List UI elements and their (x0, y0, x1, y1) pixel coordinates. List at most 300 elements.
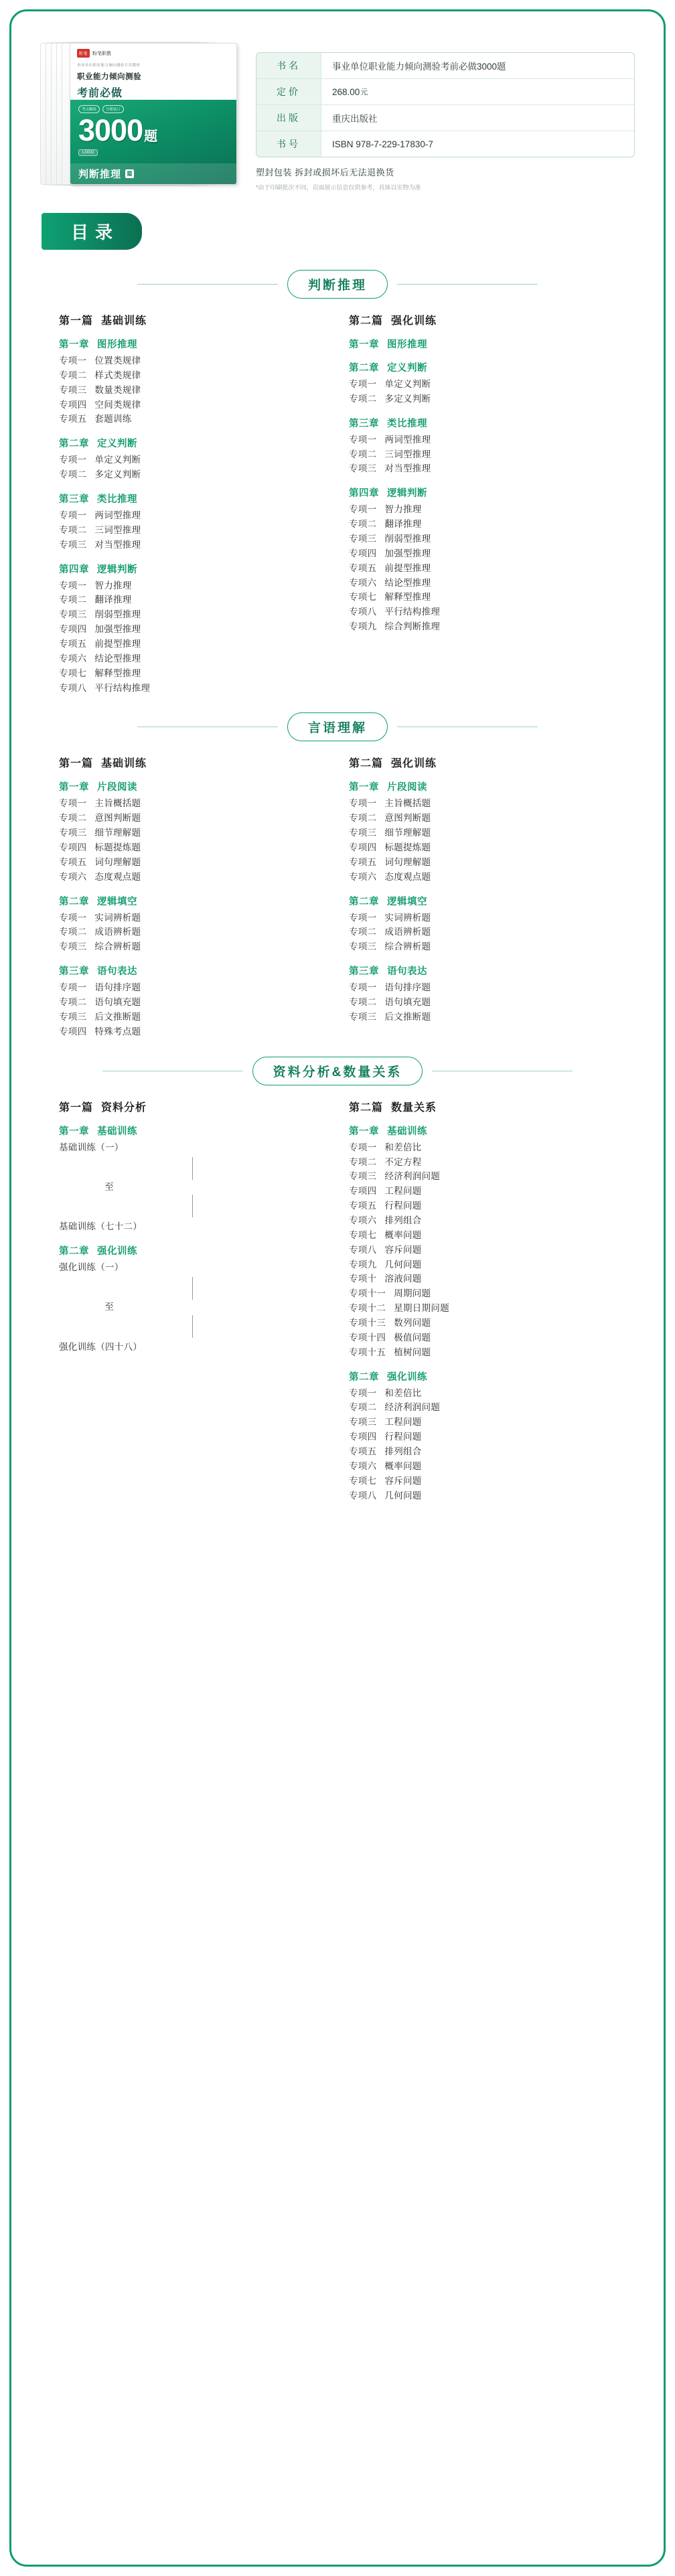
product-meta (256, 37, 635, 192)
item-number: 专项一 (59, 580, 87, 591)
item-name: 星期日期问题 (394, 1303, 450, 1314)
chapter-number: 第二章 (349, 1371, 379, 1383)
list-item (349, 980, 616, 995)
part-name: 数量关系 (391, 1102, 437, 1114)
chapter-number: 第二章 (349, 896, 379, 907)
item-name: 植树问题 (394, 1347, 431, 1357)
cover-tag: 分册装订 (102, 105, 124, 113)
chapter-name: 语句表达 (387, 966, 427, 978)
item-name: 实词辨析题 (94, 912, 141, 923)
item-name: 工程问题 (384, 1186, 422, 1197)
item-name: 态度观点题 (384, 871, 431, 882)
item-number: 专项一 (59, 510, 87, 521)
chapter-number: 第四章 (349, 488, 379, 500)
item-name: 样式类规律 (94, 370, 141, 380)
list-item (349, 1331, 616, 1345)
range-line-bottom (192, 1195, 193, 1217)
item-number: 专项五 (349, 562, 377, 573)
item-number: 专项六 (59, 871, 87, 882)
section-panduan-tuili (36, 270, 639, 695)
list-item (349, 925, 616, 939)
chapter-title (59, 337, 326, 351)
divider-right (397, 284, 538, 285)
meta-key: 书号 (256, 131, 321, 157)
chapter-number: 第三章 (59, 966, 89, 978)
list-item (349, 1140, 616, 1155)
list-item (59, 593, 326, 607)
part-number: 第二篇 (349, 315, 384, 327)
item-name: 单定义判断 (94, 455, 141, 465)
chapter-name: 图形推理 (387, 339, 427, 350)
item-number: 专项一 (349, 912, 377, 923)
item-name: 特殊考点题 (94, 1026, 141, 1037)
list-item (349, 1430, 616, 1444)
item-name: 不定方程 (384, 1156, 422, 1167)
packaging-note: 塑封包装 拆封或损坏后无法退换货 (256, 167, 394, 177)
price-unit: 元 (360, 88, 368, 96)
chapter-number: 第四章 (59, 564, 89, 575)
item-number: 专项三 (59, 1011, 87, 1022)
part-title (349, 1099, 616, 1114)
item-number: 专项十一 (349, 1288, 386, 1299)
chapter-number: 第一章 (349, 339, 379, 350)
list-item (59, 911, 326, 925)
item-number: 专项四 (59, 1026, 87, 1037)
item-name: 语句排序题 (384, 982, 431, 993)
item-name: 实词辨析题 (384, 912, 431, 923)
item-name: 加强型推理 (94, 624, 141, 635)
item-number: 专项四 (59, 624, 87, 635)
item-number: 专项六 (349, 871, 377, 882)
item-number: 专项一 (349, 434, 377, 445)
item-name: 标题提炼题 (94, 842, 141, 853)
list-item (59, 870, 326, 885)
item-name: 单定义判断 (384, 379, 431, 389)
item-number: 专项十五 (349, 1347, 386, 1357)
section-title: 资料分析&数量关系 (252, 1057, 423, 1085)
list-item (349, 1272, 616, 1286)
chapter-title (349, 779, 616, 793)
cover-tag: 考点精练 (78, 105, 100, 113)
item-number: 专项六 (349, 1460, 377, 1471)
list-item (349, 392, 616, 406)
item-number: 专项一 (59, 356, 87, 366)
list-item (59, 666, 326, 681)
list-item (349, 1316, 616, 1331)
list-item (59, 383, 326, 398)
item-name: 综合辨析题 (94, 941, 141, 952)
list-item (59, 398, 326, 412)
chapter-title (349, 360, 616, 374)
list-item (349, 840, 616, 855)
item-number: 专项三 (349, 463, 377, 474)
meta-value (321, 79, 634, 104)
item-number: 专项一 (349, 504, 377, 515)
section-title: 言语理解 (287, 712, 388, 741)
item-number: 专项八 (349, 607, 377, 617)
table-row (256, 105, 634, 131)
item-number: 专项三 (59, 384, 87, 395)
chapter-title (349, 964, 616, 978)
item-name: 溶液问题 (384, 1274, 422, 1284)
meta-value: 重庆出版社 (332, 114, 378, 124)
list-item (59, 939, 326, 954)
price-amount: 268.00 (332, 86, 360, 97)
list-item: 强化训练（一） (59, 1262, 124, 1273)
list-item (59, 453, 326, 467)
list-item: 基础训练（七十二） (59, 1221, 143, 1232)
item-name: 行程问题 (384, 1201, 422, 1211)
item-name: 工程问题 (384, 1417, 422, 1428)
item-name: 对当型推理 (384, 463, 431, 474)
item-name: 智力推理 (384, 504, 422, 515)
item-name: 解释型推理 (384, 592, 431, 603)
list-item (349, 590, 616, 605)
list-item (349, 1213, 616, 1228)
item-name: 语句排序题 (94, 982, 141, 993)
chapter-title (59, 1243, 326, 1258)
list-item (349, 1286, 616, 1301)
part-name: 强化训练 (391, 758, 437, 770)
item-name: 结论型推理 (94, 653, 141, 664)
item-number: 专项四 (349, 1186, 377, 1197)
list-item (349, 517, 616, 532)
list-item (349, 546, 616, 561)
item-number: 专项三 (349, 1417, 377, 1428)
chapter-number: 第二章 (59, 896, 89, 907)
part-number: 第二篇 (349, 1102, 384, 1114)
column-part-1 (59, 755, 326, 1039)
item-name: 位置类规律 (94, 356, 141, 366)
item-number: 专项五 (349, 856, 377, 867)
part-title (59, 755, 326, 770)
item-number: 专项五 (59, 639, 87, 650)
range-line-top (192, 1277, 193, 1300)
range-line-bottom (192, 1315, 193, 1338)
item-name: 两词型推理 (384, 434, 431, 445)
item-number: 专项八 (349, 1244, 377, 1255)
item-number: 专项十三 (349, 1317, 386, 1328)
chapter-title (349, 1369, 616, 1383)
part-name: 强化训练 (391, 315, 437, 327)
item-name: 翻译推理 (384, 519, 422, 530)
item-number: 专项一 (349, 982, 377, 993)
column-part-2 (349, 1099, 616, 1503)
chapter-title (349, 337, 616, 351)
chapter-name: 逻辑判断 (97, 564, 137, 575)
item-name: 三词型推理 (94, 524, 141, 535)
item-name: 多定义判断 (94, 469, 141, 480)
list-item (349, 1400, 616, 1415)
item-number: 专项十 (349, 1274, 377, 1284)
list-item (59, 826, 326, 840)
meta-value: 事业单位职业能力倾向测验考前必做3000题 (332, 62, 506, 72)
chapter-number: 第三章 (349, 966, 379, 978)
list-item (349, 576, 616, 591)
item-number: 专项十四 (349, 1332, 386, 1343)
part-number: 第一篇 (59, 315, 94, 327)
item-number: 专项三 (59, 941, 87, 952)
chapter-number: 第二章 (349, 363, 379, 374)
cover-volume-suffix: 篇 (125, 169, 134, 178)
item-number: 专项六 (349, 1215, 377, 1225)
item-name: 数列问题 (394, 1317, 431, 1328)
item-name: 概率问题 (384, 1229, 422, 1240)
list-item (349, 1184, 616, 1199)
chapter-name: 类比推理 (387, 418, 427, 429)
item-name: 几何问题 (384, 1490, 422, 1501)
list-item (59, 681, 326, 696)
item-name: 词句理解题 (384, 856, 431, 867)
chapter-number: 第二章 (59, 1246, 89, 1258)
part-number: 第二篇 (349, 758, 384, 770)
item-name: 智力推理 (94, 580, 132, 591)
item-name: 前提型推理 (94, 639, 141, 650)
book-cover-top (70, 44, 236, 99)
item-number: 专项五 (349, 1201, 377, 1211)
item-name: 语句填充题 (384, 997, 431, 1008)
list-item (349, 855, 616, 870)
item-number: 专项二 (59, 370, 87, 380)
list-item: 强化训练（四十八） (59, 1341, 143, 1352)
item-name: 经济利润问题 (384, 1402, 441, 1413)
chapter-name: 语句表达 (97, 966, 137, 978)
item-number: 专项二 (349, 1402, 377, 1413)
item-number: 专项三 (349, 941, 377, 952)
item-number: 专项二 (59, 927, 87, 937)
item-name: 容斥问题 (384, 1244, 422, 1255)
list-item (349, 995, 616, 1010)
item-number: 专项三 (59, 609, 87, 620)
meta-key: 书名 (256, 53, 321, 78)
section-title-row (36, 712, 639, 741)
part-name: 基础训练 (101, 315, 147, 327)
item-name: 平行结构推理 (94, 682, 151, 693)
list-item (59, 855, 326, 870)
chapter-number: 第一章 (59, 782, 89, 793)
column-part-1 (59, 1099, 326, 1503)
cover-volume-name: 判断推理 (78, 169, 122, 180)
product-meta-table (256, 52, 635, 157)
part-title (349, 312, 616, 327)
list-item (59, 538, 326, 552)
chapter-title (59, 562, 326, 576)
item-number: 专项二 (59, 813, 87, 824)
list-item (349, 870, 616, 885)
cover-subtitle: 事业单位职业能力倾向测验专用教材 (77, 64, 141, 68)
item-name: 意图判断题 (94, 813, 141, 824)
item-number: 专项三 (349, 828, 377, 838)
part-number: 第一篇 (59, 1102, 94, 1114)
chapter-name: 片段阅读 (97, 782, 137, 793)
list-item (349, 377, 616, 392)
item-number: 专项二 (59, 469, 87, 480)
chapter-number: 第二章 (59, 439, 89, 450)
section-title-row (36, 1057, 639, 1085)
list-item (59, 368, 326, 383)
table-row (256, 79, 634, 105)
item-number: 专项三 (59, 539, 87, 550)
item-name: 成语辨析题 (94, 927, 141, 937)
item-name: 概率问题 (384, 1460, 422, 1471)
list-item (349, 1301, 616, 1316)
list-item (59, 811, 326, 826)
chapter-number: 第一章 (59, 1126, 89, 1137)
item-name: 主旨概括题 (384, 798, 431, 809)
cover-title-1: 职业能力倾向测验 (77, 73, 141, 81)
section-columns (36, 312, 639, 695)
chapter-title (59, 491, 326, 506)
list-item (349, 911, 616, 925)
cover-question-count (78, 113, 228, 147)
item-name: 后文推断题 (384, 1011, 431, 1022)
list-item (349, 1474, 616, 1489)
item-name: 对当型推理 (94, 539, 141, 550)
part-title (59, 1099, 326, 1114)
item-name: 和差倍比 (384, 1142, 422, 1152)
item-name: 细节理解题 (94, 828, 141, 838)
item-number: 专项四 (59, 842, 87, 853)
list-item (349, 502, 616, 517)
chapter-title (59, 1124, 326, 1138)
item-name: 三词型推理 (384, 449, 431, 459)
chapter-name: 逻辑判断 (387, 488, 427, 500)
item-number: 专项十二 (349, 1303, 386, 1314)
item-number: 专项四 (349, 1432, 377, 1442)
table-row (256, 53, 634, 79)
chapter-title (349, 1124, 616, 1138)
item-number: 专项三 (59, 828, 87, 838)
column-part-1 (59, 312, 326, 695)
brand-logo (77, 49, 230, 58)
item-number: 专项二 (349, 927, 377, 937)
chapter-name: 强化训练 (387, 1371, 427, 1383)
section-title: 判断推理 (287, 270, 388, 299)
section-ziliao-shuliang (36, 1057, 639, 1503)
section-columns (36, 1099, 639, 1503)
chapter-title (59, 964, 326, 978)
item-name: 前提型推理 (384, 562, 431, 573)
page-title: 目录 (42, 213, 142, 250)
item-number: 专项二 (59, 524, 87, 535)
item-number: 专项二 (349, 449, 377, 459)
item-name: 综合判断推理 (384, 621, 441, 632)
item-name: 意图判断题 (384, 813, 431, 824)
item-name: 翻译推理 (94, 595, 132, 605)
item-number: 专项九 (349, 621, 377, 632)
chapter-name: 强化训练 (97, 1246, 137, 1258)
chapter-name: 定义判断 (97, 439, 137, 450)
list-item (59, 652, 326, 666)
item-number: 专项三 (349, 1171, 377, 1182)
list-item (59, 995, 326, 1010)
item-name: 空间类规律 (94, 399, 141, 410)
book-image (40, 37, 241, 192)
part-title (59, 312, 326, 327)
list-item (59, 840, 326, 855)
item-name: 几何问题 (384, 1259, 422, 1270)
chapter-number: 第一章 (349, 1126, 379, 1137)
list-item (59, 1010, 326, 1025)
list-item (349, 1415, 616, 1430)
list-item (349, 796, 616, 811)
chapter-name: 基础训练 (387, 1126, 427, 1137)
meta-key: 出版 (256, 105, 321, 131)
chapter-name: 逻辑填空 (97, 896, 137, 907)
chapter-title (349, 894, 616, 908)
section-yanyu-lijie (36, 712, 639, 1039)
item-number: 专项四 (349, 548, 377, 558)
list-item (349, 433, 616, 447)
item-name: 态度观点题 (94, 871, 141, 882)
chapter-title (59, 779, 326, 793)
list-item (59, 354, 326, 368)
item-number: 专项六 (349, 577, 377, 588)
list-item (349, 1345, 616, 1360)
list-item (349, 811, 616, 826)
item-number: 专项三 (349, 534, 377, 544)
list-item (349, 1243, 616, 1258)
chapter-name: 片段阅读 (387, 782, 427, 793)
chapter-name: 基础训练 (97, 1126, 137, 1137)
item-name: 标题提炼题 (384, 842, 431, 853)
range-separator: 至 (104, 1302, 114, 1312)
list-item (349, 939, 616, 954)
cover-volume-label (70, 163, 236, 184)
list-item (349, 447, 616, 462)
item-name: 细节理解题 (384, 828, 431, 838)
chapter-number: 第三章 (349, 418, 379, 429)
item-name: 词句理解题 (94, 856, 141, 867)
list-item (59, 1025, 326, 1039)
item-number: 专项二 (59, 997, 87, 1008)
list-item (349, 1386, 616, 1401)
item-name: 数量类规律 (94, 384, 141, 395)
item-number: 专项二 (349, 1156, 377, 1167)
item-number: 专项二 (349, 813, 377, 824)
chapter-title (59, 436, 326, 450)
item-name: 排列组合 (384, 1446, 422, 1456)
chapter-title (349, 416, 616, 430)
item-number: 专项一 (349, 798, 377, 809)
item-number: 专项二 (349, 519, 377, 530)
section-title-row (36, 270, 639, 299)
cover-tag-list (78, 105, 228, 113)
item-number: 专项五 (349, 1446, 377, 1456)
cover-question-unit: 题 (144, 129, 157, 144)
chapter-name: 图形推理 (97, 339, 137, 350)
list-item (349, 1169, 616, 1184)
book-stack (40, 43, 241, 185)
chapter-name: 定义判断 (387, 363, 427, 374)
cover-question-number: 3000 (78, 113, 143, 147)
item-name: 极值问题 (394, 1332, 431, 1343)
chapter-name: 类比推理 (97, 494, 137, 506)
list-item (59, 412, 326, 427)
item-number: 专项七 (349, 1475, 377, 1486)
list-item (59, 607, 326, 622)
list-item (349, 605, 616, 619)
item-number: 专项七 (349, 592, 377, 603)
part-number: 第一篇 (59, 758, 94, 770)
divider-left (137, 284, 278, 285)
item-number: 专项一 (59, 798, 87, 809)
item-name: 削弱型推理 (94, 609, 141, 620)
list-item (59, 637, 326, 652)
list-item (59, 622, 326, 637)
item-number: 专项三 (349, 1011, 377, 1022)
range-separator: 至 (104, 1181, 114, 1192)
